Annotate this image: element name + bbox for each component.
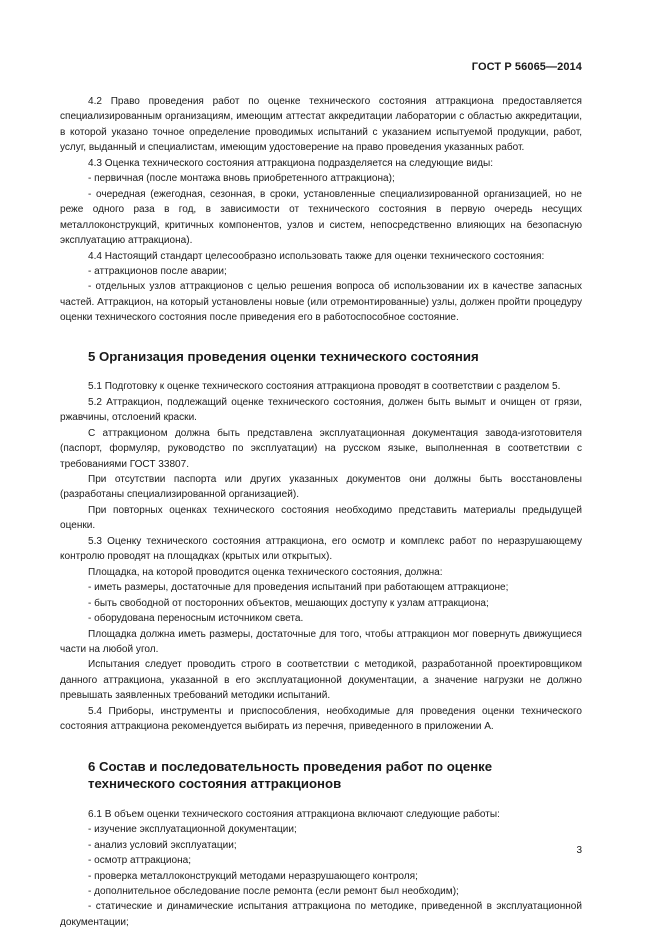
paragraph-5-1: 5.1 Подготовку к оценке технического состояния аттракциона проводят в соответствии с разделом 5. [88, 381, 561, 393]
paragraph: При повторных оценках технического состояния необходимо представить материалы предыдущей оценки. [60, 504, 582, 532]
list-item: - первичная (после монтажа вновь приобретенного аттракциона); [88, 173, 395, 185]
section-6-heading [88, 758, 582, 793]
list-item: - аттракционов после аварии; [88, 265, 227, 277]
list-item: - анализ условий эксплуатации; [88, 839, 237, 851]
paragraph-5-2: 5.2 Аттракцион, подлежащий оценке технического состояния, должен быть вымыт и очищен от грязи, ржавчины, отслоений краски. [60, 396, 582, 424]
paragraph-4-3: 4.3 Оценка технического состояния аттракциона подразделяется на следующие виды: [88, 157, 494, 169]
paragraph: Площадка должна иметь размеры, достаточные для того, чтобы аттракцион мог повернуть движущиеся части на любой угол. [60, 628, 582, 655]
paragraph-5-3: 5.3 Оценку технического состояния аттракциона, его осмотр и комплекс работ по неразрушающему контролю проводят на площадках (крытых или открытых). [60, 535, 582, 563]
page-body [60, 94, 582, 930]
list-item: - осмотр аттракциона; [88, 855, 192, 867]
list-item: - отдельных узлов аттракционов с целью решения вопроса об использовании их в качестве запасных частей. Аттракцион, на который установлены новые (или отремонтированные) узлы, должен пройти процедуру оценки технического состояния после приведения его в работоспособное состояние. [60, 281, 582, 324]
section-6-heading-line1: 6 Состав и последовательность проведения работ по оценке [88, 758, 493, 774]
list-item: - оборудована переносным источником света. [88, 613, 304, 625]
list-item: - проверка металлоконструкций методами неразрушающего контроля; [88, 870, 418, 882]
paragraph: При отсутствии паспорта или других указанных документов они должны быть восстановлены (разработаны специализированной организацией). [60, 474, 582, 501]
standard-header: ГОСТ Р 56065—2014 [471, 61, 582, 73]
section-5-heading: 5 Организация проведения оценки технического состояния [88, 348, 479, 364]
list-item: - быть свободной от посторонних объектов, мешающих доступу к узлам аттракциона; [88, 597, 489, 609]
paragraph: С аттракционом должна быть представлена эксплуатационная документация завода-изготовителя (паспорт, формуляр, руководство по эксплуатации) на русском языке, выполненная в соответствии с требованиями ГОСТ 33807. [60, 427, 582, 470]
section-6-heading-line2: технического состояния аттракционов [88, 776, 342, 792]
paragraph: Площадка, на которой проводится оценка технического состояния, должна: [88, 566, 443, 578]
page-number: 3 [576, 845, 582, 856]
paragraph-5-4: 5.4 Приборы, инструменты и приспособления, необходимые для проведения оценки технического состояния аттракциона рекомендуется выбирать из перечня, приведенного в приложении А. [60, 705, 582, 733]
list-item: - статические и динамические испытания аттракциона по методике, приведенной в эксплуатационной документации; [60, 901, 582, 928]
paragraph: Испытания следует проводить строго в соответствии с методикой, разработанной проектировщиком данного аттракциона, указанной в его эксплуатационной документации, а значение нагрузки не должно превышать заявленных требований методики испытаний. [60, 659, 582, 702]
list-item: - изучение эксплуатационной документации; [88, 824, 297, 836]
paragraph-6-1: 6.1 В объем оценки технического состояния аттракциона включают следующие работы: [88, 808, 500, 820]
list-item: - иметь размеры, достаточные для проведения испытаний при работающем аттракционе; [88, 582, 509, 594]
list-item: - дополнительное обследование после ремонта (если ремонт был необходим); [88, 885, 459, 897]
list-item: - очередная (ежегодная, сезонная, в сроки, установленные специализированной организацией, но не реже одного раза в год, в зависимости от технического состояния в первую очередь несущих металлоконструкций, критичных компонентов, узлов и систем, непосредственно влияющих на безопасную эксплуатацию аттракциона). [60, 188, 582, 247]
paragraph-4-2: 4.2 Право проведения работ по оценке технического состояния аттракциона предоставляется специализированным организациям, имеющим аттестат аккредитации лаборатории с областью аккредитации, в которой указано точное определение проводимых испытаний с указанием испытуемой продукции, работ, услуг, выданный и специалистам, имеющим удостоверение на право проведения указанных работ. [60, 96, 582, 154]
paragraph-4-4: 4.4 Настоящий стандарт целесообразно использовать также для оценки технического состояния: [88, 250, 545, 262]
